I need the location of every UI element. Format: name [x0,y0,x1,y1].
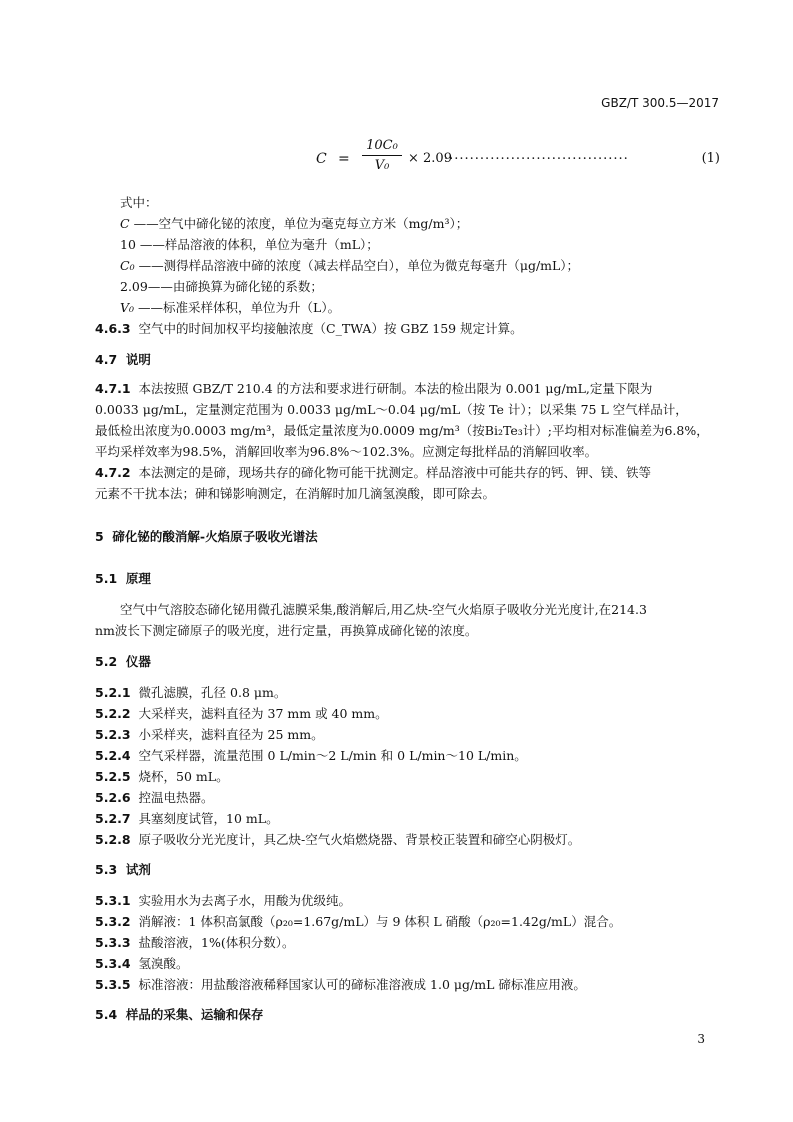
clause-4-6-3 [95,319,523,337]
list-item [95,788,214,806]
formula-lhs: C [316,151,327,167]
list-item [95,933,295,951]
clause-text: 微孔滤膜，孔径 0.8 μm。 [138,685,287,700]
section-number: 5 [95,529,104,544]
clause-text: 烧杯，50 mL。 [138,769,229,784]
section-heading-5-1 [95,569,151,587]
list-item [95,891,351,909]
where-item [120,256,579,274]
formula-number: (1) [701,151,720,166]
clause-text-line: 平均采样效率为98.5%，消解回收率为96.8%～102.3%。应测定每批样品的消解回收率。 [95,444,598,459]
section-heading-5-4 [95,1005,263,1023]
list-item [95,975,586,993]
clause-text: 标准溶液：用盐酸溶液稀释国家认可的碲标准溶液成 1.0 μg/mL 碲标准应用液。 [138,977,586,992]
where-symbol: C [120,216,130,231]
clause-text-line: 0.0033 μg/mL，定量测定范围为 0.0033 μg/mL～0.04 μg/mL（按 Te 计）；以采集 75 L 空气样品计， [95,402,688,417]
clause-number: 5.2.4 [95,748,131,763]
clause-number: 5.2.3 [95,727,131,742]
document-code: GBZ/T 300.5—2017 [601,96,719,110]
clause-text: 空气中的时间加权平均接触浓度（C_TWA）按 GBZ 159 规定计算。 [138,321,523,336]
formula-factor: × 2.09 [408,151,452,166]
section-title: 原理 [125,571,151,586]
list-item [95,683,286,701]
section-number: 5.3 [95,862,118,877]
section-title: 试剂 [125,862,151,877]
clause-number: 5.2.6 [95,790,131,805]
clause-number: 5.3.5 [95,977,131,992]
clause-number: 4.7.1 [95,381,131,396]
formula-leader-dots: .................................... [444,148,629,163]
where-item [120,298,340,316]
clause-number: 5.3.2 [95,914,131,929]
list-item [95,704,388,722]
section-heading-5 [95,527,318,545]
section-title: 仪器 [125,654,151,669]
clause-number: 5.2.7 [95,811,131,826]
clause-text: 大采样夹，滤料直径为 37 mm 或 40 mm。 [138,706,388,721]
clause-number: 5.2.2 [95,706,131,721]
where-desc: ——样品溶液的体积，单位为毫升（mL）； [139,237,379,252]
list-item [95,809,279,827]
formula-1 [316,138,726,182]
where-symbol: 10 [120,237,136,252]
where-item [120,214,468,232]
clause-text: 本法按照 GBZ/T 210.4 的方法和要求进行研制。本法的检出限为 0.001 μg/mL,定量下限为 [138,381,653,396]
section-title: 样品的采集、运输和保存 [125,1007,264,1022]
clause-number: 5.3.1 [95,893,131,908]
list-item [95,954,189,972]
clause-text-line: 最低检出浓度为0.0003 mg/m³，最低定量浓度为0.0009 mg/m³（按Bi₂Te₃计）;平均相对标准偏差为6.8%， [95,423,709,438]
clause-number: 5.2.8 [95,832,131,847]
clause-text: 控温电热器。 [138,790,214,805]
clause-text-line: 元素不干扰本法；砷和锑影响测定，在消解时加几滴氢溴酸，即可除去。 [95,486,496,501]
clause-number: 5.2.1 [95,685,131,700]
clause-number: 5.3.3 [95,935,131,950]
clause-text: 原子吸收分光光度计，具乙炔-空气火焰燃烧器、背景校正装置和碲空心阴极灯。 [138,832,581,847]
where-symbol: V₀ [120,300,135,315]
where-desc: ——由碲换算为碲化铋的系数； [147,279,323,294]
clause-text: 实验用水为去离子水，用酸为优级纯。 [138,893,352,908]
section-title: 碲化铋的酸消解-火焰原子吸收光谱法 [112,529,318,544]
formula-equals: = [338,151,350,167]
where-item [120,235,379,253]
where-desc: ——测得样品溶液中碲的浓度（减去样品空白），单位为微克每毫升（μg/mL）； [138,258,580,273]
clause-text: 空气采样器，流量范围 0 L/min～2 L/min 和 0 L/min～10 L/min。 [138,748,527,763]
list-item [95,746,527,764]
where-item [120,277,323,295]
paragraph-line: 空气中气溶胶态碲化铋用微孔滤膜采集,酸消解后,用乙炔-空气火焰原子吸收分光光度计,在214.3 [120,602,647,617]
paragraph-line: nm波长下测定碲原子的吸光度，进行定量，再换算成碲化铋的浓度。 [95,623,478,638]
formula-numerator: 10C₀ [362,138,402,156]
clause-number: 4.6.3 [95,321,131,336]
section-heading-5-3 [95,860,151,878]
clause-number: 4.7.2 [95,465,131,480]
formula-denominator: V₀ [374,158,390,173]
section-number: 5.1 [95,571,118,586]
section-number: 5.2 [95,654,118,669]
clause-number: 5.3.4 [95,956,131,971]
section-heading-4-7 [95,350,151,368]
clause-text: 具塞刻度试管，10 mL。 [138,811,279,826]
section-heading-5-2 [95,652,151,670]
section-title: 说明 [125,352,151,367]
where-desc: ——标准采样体积，单位为升（L）。 [138,300,341,315]
where-intro: 式中： [120,195,158,210]
clause-text: 消解液：1 体积高氯酸（ρ₂₀=1.67g/mL）与 9 体积 L 硝酸（ρ₂₀=1.42g/mL）混合。 [138,914,622,929]
page-number: 3 [697,1032,705,1046]
clause-4-7-1 [95,379,652,397]
section-number: 5.4 [95,1007,118,1022]
clause-text: 盐酸溶液，1%(体积分数）。 [138,935,295,950]
clause-number: 5.2.5 [95,769,131,784]
clause-4-7-2 [95,463,651,481]
clause-text: 小采样夹，滤料直径为 25 mm。 [138,727,324,742]
list-item [95,912,621,930]
list-item [95,830,580,848]
section-number: 4.7 [95,352,118,367]
list-item [95,767,229,785]
where-desc: ——空气中碲化铋的浓度，单位为毫克每立方米（mg/m³）； [133,216,469,231]
where-symbol: 2.09 [120,279,148,294]
where-symbol: C₀ [120,258,135,273]
clause-text: 氢溴酸。 [138,956,189,971]
clause-text: 本法测定的是碲，现场共存的碲化物可能干扰测定。样品溶液中可能共存的钙、钾、镁、铁等 [138,465,652,480]
list-item [95,725,324,743]
formula-fraction [362,138,402,173]
